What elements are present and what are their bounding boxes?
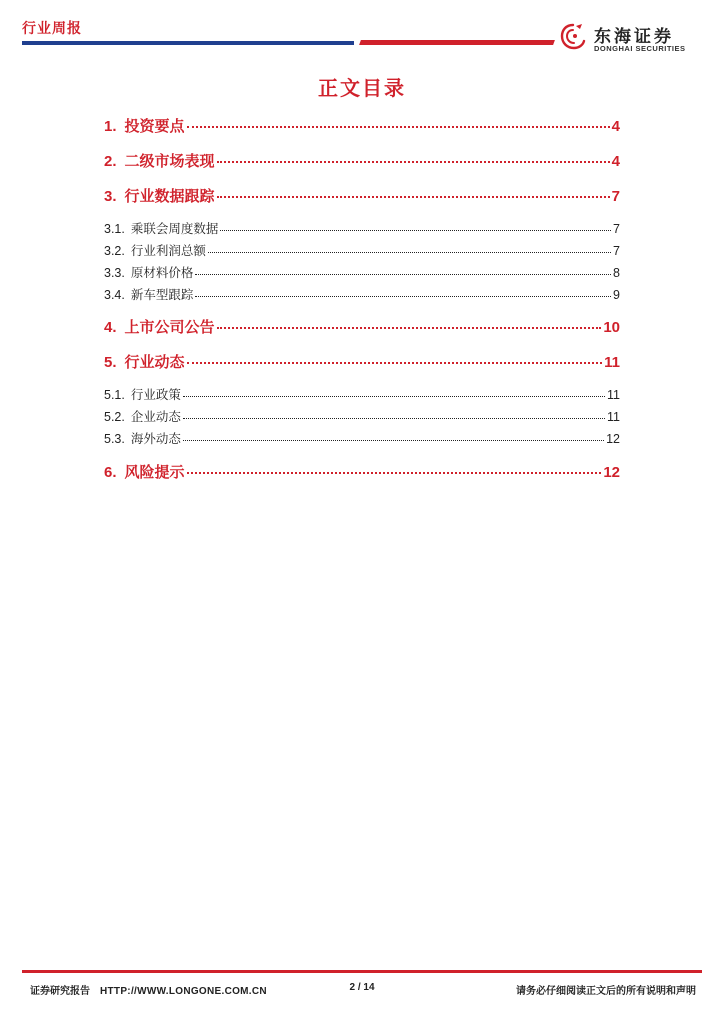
toc-entry[interactable]	[104, 185, 620, 206]
toc-entry[interactable]	[104, 150, 620, 171]
toc-entry-number: 5.1.	[104, 388, 125, 402]
toc-entry[interactable]	[104, 219, 620, 237]
toc-entry-number: 3.3.	[104, 266, 125, 280]
page-indicator: 2 / 14	[349, 982, 375, 993]
toc-dot-leader	[183, 439, 604, 441]
toc-dot-leader	[217, 326, 602, 329]
toc-entry-page: 8	[613, 266, 620, 280]
toc-entry-title: 行业利润总额	[130, 244, 206, 258]
toc-entry-page: 7	[613, 244, 620, 258]
toc-entry-number: 5.	[104, 354, 117, 371]
toc-entry-title: 企业动态	[130, 410, 181, 424]
toc-entry-number: 5.3.	[104, 432, 125, 446]
toc-entry[interactable]	[104, 241, 620, 259]
toc-entry[interactable]	[104, 385, 620, 403]
logo-chinese-name: 东海证券	[594, 27, 674, 47]
toc-dot-leader	[217, 160, 610, 163]
toc-entry-number: 3.	[104, 188, 117, 205]
header-divider-blue	[22, 41, 354, 45]
toc-entry-number: 2.	[104, 153, 117, 170]
toc-entry[interactable]	[104, 429, 620, 447]
toc-entry-page: 12	[606, 432, 620, 446]
toc-entry-page: 11	[607, 410, 620, 424]
toc-entry-title: 行业政策	[130, 388, 181, 402]
logo-english-name: DONGHAI SECURITIES	[594, 44, 686, 53]
toc-entry-number: 6.	[104, 464, 117, 481]
toc-entry-page: 4	[611, 153, 620, 170]
toc-dot-leader	[187, 361, 603, 364]
toc-dot-leader	[183, 395, 605, 397]
toc-title: 正文目录	[318, 78, 406, 100]
toc-entry-number: 3.1.	[104, 222, 125, 236]
toc-entry[interactable]	[104, 285, 620, 303]
toc-dot-leader	[183, 417, 605, 419]
toc-dot-leader	[217, 195, 610, 198]
toc-entry-page: 11	[607, 388, 620, 402]
toc-entry-title: 二级市场表现	[124, 153, 215, 170]
toc-entry-page: 12	[603, 464, 620, 481]
toc-entry-number: 5.2.	[104, 410, 125, 424]
toc-entry[interactable]	[104, 351, 620, 372]
toc-dot-leader	[220, 229, 611, 231]
toc-entry[interactable]	[104, 316, 620, 337]
toc-entry-number: 4.	[104, 319, 117, 336]
toc-entry-page: 4	[611, 118, 620, 135]
toc-dot-leader	[208, 251, 611, 253]
toc-entry-number: 1.	[104, 118, 117, 135]
toc-dot-leader	[187, 471, 602, 474]
toc-entry[interactable]	[104, 407, 620, 425]
toc-dot-leader	[187, 125, 610, 128]
toc-entry[interactable]	[104, 263, 620, 281]
header-divider-red	[359, 40, 555, 45]
toc-entry-title: 新车型跟踪	[130, 288, 194, 302]
toc-dot-leader	[195, 295, 611, 297]
toc-entry-title: 乘联会周度数据	[130, 222, 219, 236]
toc-entry-title: 原材料价格	[130, 266, 194, 280]
footer-website-link[interactable]: HTTP://WWW.LONGONE.COM.CN	[100, 986, 267, 997]
dragon-logo-icon	[558, 22, 588, 52]
toc-entry-title: 风险提示	[124, 464, 185, 481]
toc-entry-number: 3.2.	[104, 244, 125, 258]
toc-entry-title: 上市公司公告	[124, 319, 215, 336]
toc-entry-number: 3.4.	[104, 288, 125, 302]
toc-entry-page: 7	[611, 188, 620, 205]
report-type-label: 行业周报	[22, 20, 82, 36]
donghai-logo	[558, 22, 708, 52]
toc-dot-leader	[195, 273, 611, 275]
footer-disclaimer: 请务必仔细阅读正文后的所有说明和声明	[516, 986, 696, 997]
toc-entry-page: 7	[613, 222, 620, 236]
toc-entry-title: 海外动态	[130, 432, 181, 446]
footer-label: 证券研究报告	[30, 986, 90, 997]
toc-entry-title: 行业数据跟踪	[124, 188, 215, 205]
toc-entry-title: 投资要点	[124, 118, 185, 135]
toc-entry-page: 10	[603, 319, 620, 336]
toc-entry[interactable]	[104, 461, 620, 482]
toc-entry-title: 行业动态	[124, 354, 185, 371]
footer-divider	[22, 970, 702, 973]
toc-entry-page: 9	[613, 288, 620, 302]
toc-entry[interactable]	[104, 115, 620, 136]
toc-entry-page: 11	[604, 354, 620, 371]
